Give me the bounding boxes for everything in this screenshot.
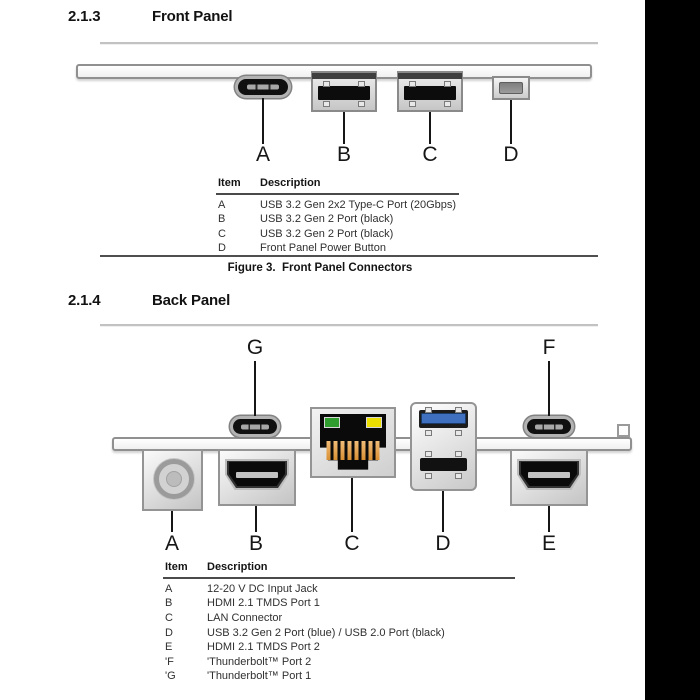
table-header-row (163, 561, 515, 577)
usb3-blue-tongue (421, 413, 466, 424)
item-cell: 'G (165, 670, 176, 683)
usb-c-tongue (241, 424, 269, 429)
callout-label-a: A (164, 532, 180, 555)
callout-label-e: E (541, 532, 557, 555)
section-divider (100, 42, 598, 44)
table-header-rule (216, 193, 459, 195)
table-header-rule (163, 577, 515, 579)
callout-label-d: D (503, 143, 519, 166)
callout-line-b (255, 506, 257, 532)
back-section-number: 2.1.4 (68, 292, 101, 309)
callout-line-d (510, 100, 512, 144)
thunderbolt-port-icon (230, 416, 280, 437)
description-column-header: Description (207, 561, 268, 573)
table-row (216, 212, 459, 226)
description-cell: HDMI 2.1 TMDS Port 1 (207, 597, 320, 610)
usb-stacked-ports-icon (410, 402, 477, 491)
description-cell: USB 3.2 Gen 2x2 Type-C Port (20Gbps) (260, 199, 457, 212)
callout-label-b: B (336, 143, 352, 166)
letterbox-band (645, 0, 700, 700)
lan-connector-icon (310, 407, 396, 478)
item-column-header: Item (165, 561, 188, 573)
description-cell: USB 3.2 Gen 2 Port (black) (260, 227, 394, 240)
callout-line-f (548, 361, 550, 416)
callout-label-g: G (246, 336, 264, 359)
item-column-header: Item (218, 177, 241, 189)
table-row (163, 582, 515, 597)
dc-jack-pin (166, 471, 182, 487)
usb-a-top-strip (398, 73, 462, 79)
usb-c-tongue (247, 85, 279, 90)
callout-line-d (442, 491, 444, 532)
callout-line-a (262, 98, 264, 144)
table-bottom-rule (100, 255, 598, 257)
table-header-row (216, 177, 459, 193)
usb-a-slot (404, 86, 456, 100)
figure-caption: Figure 3. Front Panel Connectors (227, 262, 413, 274)
callout-label-c: C (344, 532, 360, 555)
section-divider (100, 324, 598, 326)
item-cell: C (218, 227, 226, 240)
table-row (163, 596, 515, 611)
callout-line-a (171, 511, 173, 532)
table-row (163, 625, 515, 640)
item-cell: A (165, 582, 173, 595)
front-connector-table (216, 177, 459, 255)
lan-pins (327, 441, 380, 460)
table-row (163, 669, 515, 684)
item-cell: A (218, 199, 226, 212)
callout-label-c: C (422, 143, 438, 166)
usb-a-top-strip (312, 73, 376, 79)
thunderbolt-port-icon (524, 416, 574, 437)
panel-end-tab (617, 424, 630, 437)
table-row (163, 654, 515, 669)
description-cell: USB 3.2 Gen 2 Port (black) (260, 213, 394, 226)
usb-a-slot (318, 86, 370, 100)
hdmi-port-icon (510, 449, 588, 506)
callout-line-e (548, 506, 550, 532)
item-cell: B (218, 213, 226, 226)
description-cell: HDMI 2.1 TMDS Port 2 (207, 641, 320, 654)
table-row (216, 198, 459, 212)
usb-c-tongue (535, 424, 563, 429)
table-row (216, 227, 459, 241)
callout-label-d: D (435, 532, 451, 555)
back-section-title: Back Panel (152, 292, 231, 309)
callout-label-f: F (542, 336, 556, 359)
hdmi-opening (225, 459, 289, 490)
lan-led-green (324, 417, 340, 428)
description-cell: LAN Connector (207, 611, 283, 624)
front-section-title: Front Panel (152, 8, 233, 25)
hdmi-opening (517, 459, 581, 490)
description-column-header: Description (260, 177, 321, 189)
description-cell: 12-20 V DC Input Jack (207, 582, 318, 595)
item-cell: D (165, 626, 173, 639)
dc-input-jack-icon (142, 449, 203, 511)
back-connector-table (163, 561, 515, 684)
description-cell: USB 3.2 Gen 2 Port (blue) / USB 2.0 Port (black) (207, 626, 445, 639)
table-row (216, 241, 459, 255)
hdmi-port-icon (218, 449, 296, 506)
description-cell: 'Thunderbolt™ Port 2 (207, 655, 312, 668)
usb-a-port-icon (311, 71, 377, 112)
table-row (163, 640, 515, 655)
callout-label-b: B (248, 532, 264, 555)
power-button-face (499, 82, 523, 94)
table-row (163, 611, 515, 626)
usb-a-port-icon (397, 71, 463, 112)
hdmi-tongue (236, 472, 278, 478)
dc-jack-ring (154, 459, 194, 499)
usb2-black-slot (420, 458, 467, 471)
item-cell: B (165, 597, 173, 610)
item-cell: E (165, 641, 173, 654)
callout-line-b (343, 112, 345, 144)
callout-line-c (351, 478, 353, 532)
description-cell: Front Panel Power Button (260, 242, 386, 255)
callout-label-a: A (255, 143, 271, 166)
description-cell: 'Thunderbolt™ Port 1 (207, 670, 312, 683)
usb-c-port-icon (235, 76, 291, 98)
lan-led-yellow (366, 417, 382, 428)
hdmi-tongue (528, 472, 570, 478)
callout-line-c (429, 112, 431, 144)
front-section-number: 2.1.3 (68, 8, 101, 25)
item-cell: D (218, 242, 226, 255)
item-cell: 'F (165, 655, 174, 668)
item-cell: C (165, 611, 173, 624)
callout-line-g (254, 361, 256, 416)
power-button-icon (492, 76, 530, 100)
